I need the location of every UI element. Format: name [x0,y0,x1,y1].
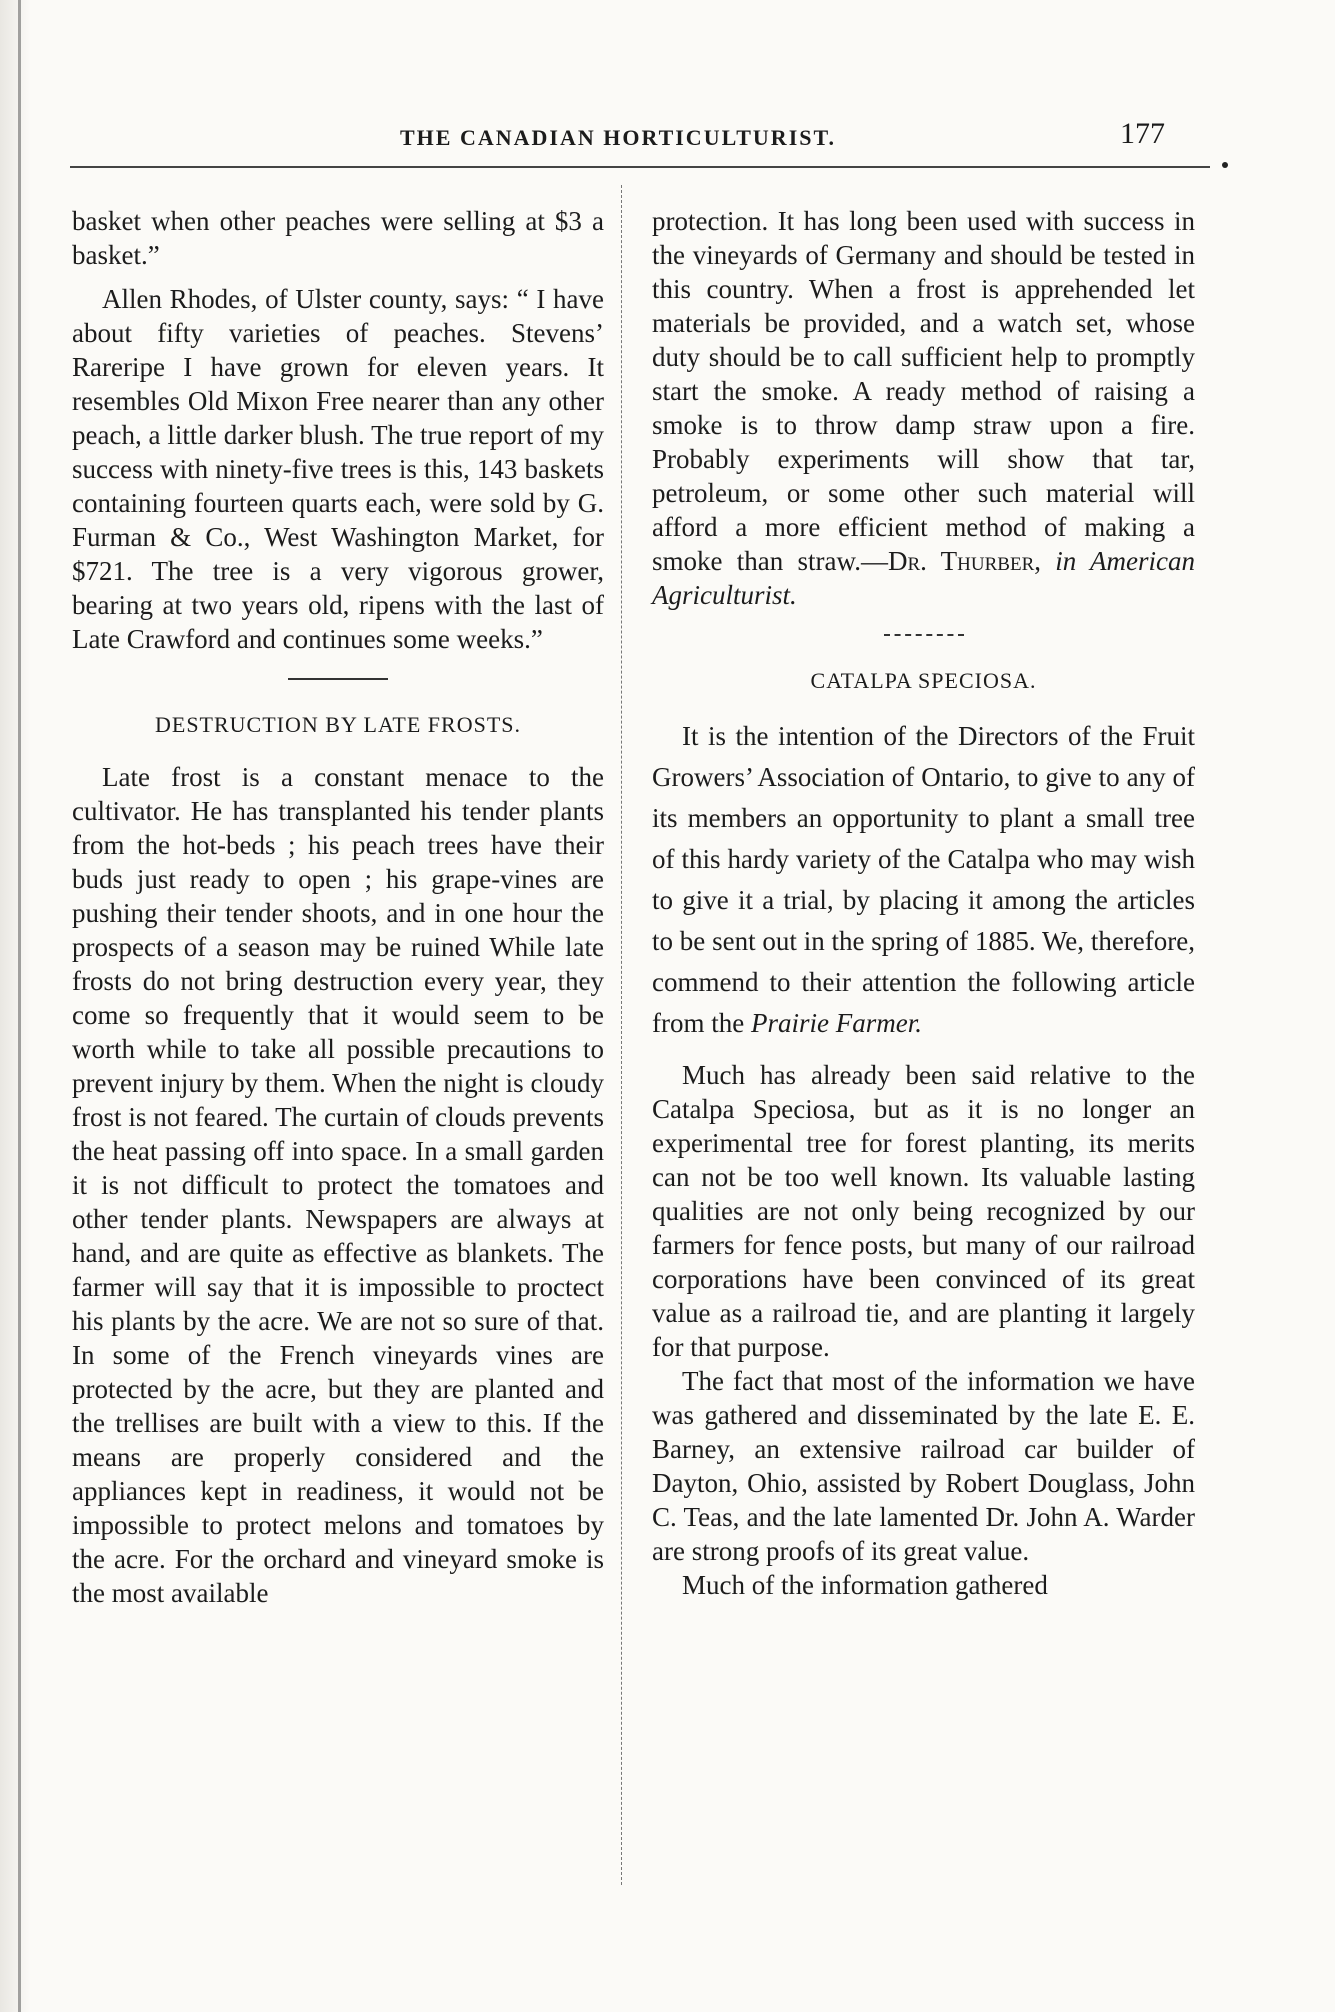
section-title-catalpa: CATALPA SPECIOSA. [810,668,1037,693]
page-header [75,117,1235,157]
running-head: THE CANADIAN HORTICULTURIST. [400,125,837,150]
right-para-2 [652,716,1195,1044]
source-citation: in American Agriculturist. [652,546,1196,610]
section-separator [884,634,964,636]
right-para-5: Much of the information gathered [682,1570,1048,1600]
scan-edge [0,0,30,2012]
left-para-3: Late frost is a constant menace to the cultivator. He has transplanted his tender plants from the hot-beds ; his peach trees have their buds just ready to open ; his grape-vines are pushing their tender shoots, and in one hour the prospects of a season may be ruined While late frosts do not bring destruction every year, they come so frequently that it would seem to be worth while to take all possible precautions to prevent injury by them. When the night is cloudy frost is not feared. The curtain of clouds prevents the heat passing off into space. In a small garden it is not difficult to protect the tomatoes and other tender plants. Newspapers are always at hand, and are quite as effective as blankets. The farmer will say that it is impossible to proctect his plants by the acre. We are not so sure of that. In some of the French vineyards vines are protected by the acre, but they are planted and the trellises are built with a view to this. If the means are properly considered and the appliances kept in readiness, it would not be impossible to protect melons and tomatoes by the acre. For the orchard and vineyard smoke is the most available [72,762,604,1608]
left-para-1: basket when other peaches were selling at $3 a basket.” [72,206,604,270]
source-prairie-farmer: Prairie Farmer. [750,1008,922,1038]
column-divider [621,185,622,1885]
right-para-4: The fact that most of the information we have was gathered and disseminated by the late E. E. Barney, an extensive railroad car builder of Dayton, Ohio, assisted by Robert Douglass, John C. Teas, and the late lamented Dr. John A. Warder are strong proofs of its great value. [652,1366,1195,1566]
left-column [72,204,604,1610]
section-separator [288,678,388,680]
ink-speck [1222,162,1228,168]
right-para-1 [652,204,1195,612]
right-para-2-text: It is the intention of the Directors of the Fruit Growers’ Association of Ontario, to give to any of its members an opportunity to plant a small tree of this hardy variety of the Catalpa who may wish to give it a trial, by placing it among the articles to be sent out in the spring of 1885. We, therefore, commend to their attention the following article from the [652,721,1195,1038]
header-rule [70,166,1210,168]
right-para-1-text: protection. It has long been used with success in the vineyards of Germany and should be tested in this country. When a frost is apprehended let materials be provided, and a watch set, whose duty should be to call sufficient help to promptly start the smoke. A ready method of raising a smoke is to throw damp straw upon a fire. Probably experiments will show that tar, petroleum, or some other such material will afford a more efficient method of making a smoke than straw.— [652,206,1195,576]
page-number: 177 [1120,117,1165,150]
section-title-late-frosts: DESTRUCTION BY LATE FROSTS. [155,712,521,737]
right-column [652,204,1195,1602]
left-para-2: Allen Rhodes, of Ulster county, says: “ I have about fifty varieties of peaches. Stevens’ Rareripe I have grown for eleven years. It resembles Old Mixon Free nearer than any other peach, a little darker blush. The true report of my success with ninety-five trees is this, 143 baskets containing fourteen quarts each, were sold by G. Furman & Co., West Washington Market, for $721. The tree is a very vigorous grower, bearing at two years old, ripens with the last of Late Crawford and continues some weeks.” [72,284,604,654]
right-para-3: Much has already been said relative to the Catalpa Speciosa, but as it is no longer an experimental tree for forest planting, its merits can not be too well known. Its valuable lasting qualities are not only being recognized by our farmers for fence posts, but many of our railroad corporations have been convinced of its great value as a railroad tie, and are planting it largely for that purpose. [652,1060,1195,1362]
binding-line [18,0,21,2012]
author-name: Dr. Thurber, [887,546,1041,576]
